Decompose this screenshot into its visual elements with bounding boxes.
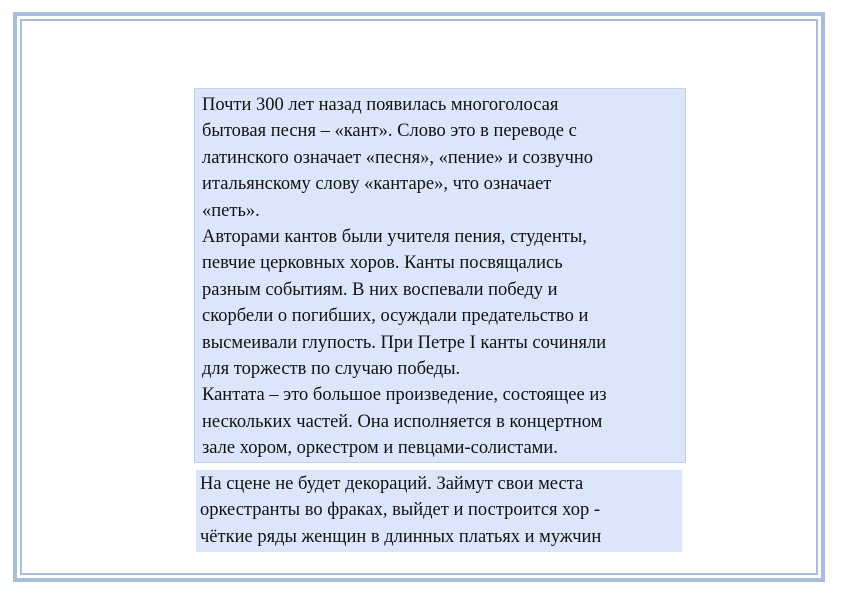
text-block-concert [196, 470, 682, 552]
text-line: разным событиям. В них воспевали победу и [202, 279, 558, 300]
text-line: «петь». [202, 200, 260, 221]
text-line: Почти 300 лет назад появилась многоголосая [202, 95, 559, 115]
text-line: для торжеств по случаю победы. [202, 358, 461, 379]
text-line: На сцене не будет декораций. Займут свои места [200, 474, 584, 494]
text-line: латинского означает «песня», «пение» и созвучно [202, 147, 594, 168]
text-line: нескольких частей. Она исполняется в концертном [202, 411, 603, 432]
text-block-kant [194, 88, 686, 463]
text-line: высмеивали глупость. При Петре I канты сочиняли [202, 332, 607, 353]
text-line: зале хором, оркестром и певцами-солистами. [202, 438, 558, 459]
text-line: оркестранты во фраках, выйдет и построится хор - [200, 500, 601, 521]
text-line: скорбели о погибших, осуждали предательство и [202, 306, 589, 327]
text-line: певчие церковных хоров. Канты посвящались [202, 253, 563, 274]
text-line: чёткие ряды женщин в длинных платьях и мужчин [200, 526, 602, 547]
text-line: бытовая песня – «кант». Слово это в переводе с [202, 121, 577, 142]
text-line: Авторами кантов были учителя пения, студенты, [202, 226, 587, 247]
text-line: Кантата – это большое произведение, состоящее из [202, 385, 607, 406]
text-line: итальянскому слову «кантаре», что означает [202, 174, 552, 195]
